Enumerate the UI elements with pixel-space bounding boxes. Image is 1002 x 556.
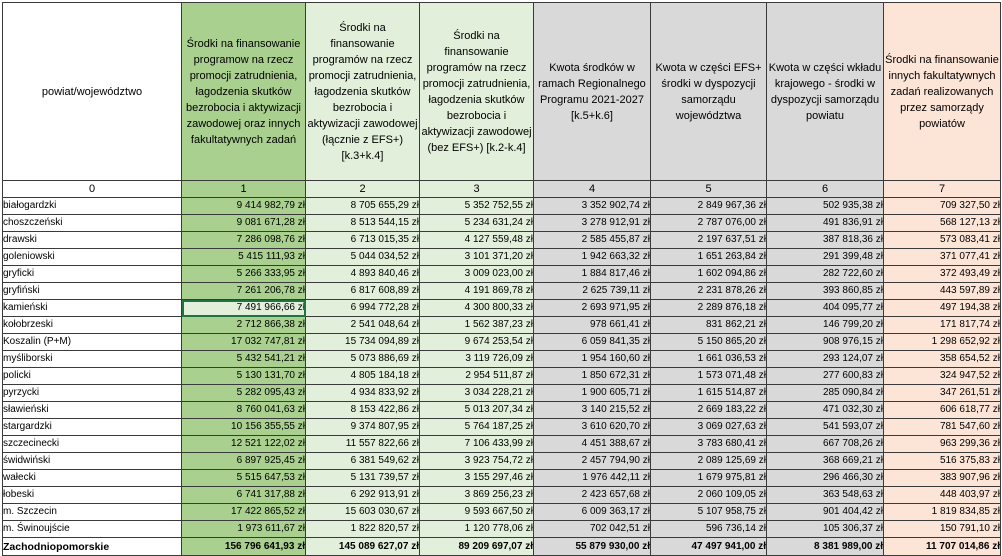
value-cell[interactable]: 606 618,77 zł (884, 402, 1001, 419)
value-cell[interactable]: 291 399,48 zł (767, 249, 884, 266)
value-cell[interactable]: 709 327,50 zł (884, 198, 1001, 215)
value-cell[interactable]: 293 124,07 zł (767, 351, 884, 368)
value-cell[interactable]: 702 042,51 zł (534, 521, 651, 538)
column-header[interactable]: Środki na finansowanie innych fakultatywnych zadań realizowanych przez samorządy powiatów (884, 3, 1001, 181)
value-cell[interactable]: 10 156 355,55 zł (182, 419, 306, 436)
selected-cell[interactable]: 7 491 966,66 zł (182, 300, 306, 317)
value-cell[interactable]: 5 073 886,69 zł (306, 351, 420, 368)
value-cell[interactable]: 3 610 620,70 zł (534, 419, 651, 436)
column-number-row (3, 181, 1001, 198)
value-cell[interactable]: 12 521 122,02 zł (182, 436, 306, 453)
value-cell[interactable]: 2 289 876,18 zł (651, 300, 767, 317)
value-cell[interactable]: 6 059 841,35 zł (534, 334, 651, 351)
value-cell[interactable]: 541 593,07 zł (767, 419, 884, 436)
row-name-cell[interactable]: szczecinecki (3, 436, 182, 453)
value-cell[interactable]: 443 597,89 zł (884, 283, 1001, 300)
column-number[interactable]: 4 (534, 181, 651, 198)
value-cell[interactable]: 324 947,52 zł (884, 368, 1001, 385)
value-cell[interactable]: 5 107 958,75 zł (651, 504, 767, 521)
value-cell[interactable]: 491 836,91 zł (767, 215, 884, 232)
value-cell[interactable]: 2 585 455,87 zł (534, 232, 651, 249)
total-row (3, 538, 1001, 556)
value-cell[interactable]: 5 013 207,34 zł (420, 402, 534, 419)
value-cell[interactable]: 1 954 160,60 zł (534, 351, 651, 368)
value-cell[interactable]: 2 231 878,26 zł (651, 283, 767, 300)
value-cell[interactable]: 6 292 913,91 zł (306, 487, 420, 504)
row-name-cell[interactable]: gryfiński (3, 283, 182, 300)
table-row (3, 215, 1001, 232)
value-cell[interactable]: 4 300 800,33 zł (420, 300, 534, 317)
value-cell[interactable]: 2 787 076,00 zł (651, 215, 767, 232)
value-cell[interactable]: 1 562 387,23 zł (420, 317, 534, 334)
column-number[interactable]: 7 (884, 181, 1001, 198)
value-cell[interactable]: 277 600,83 zł (767, 368, 884, 385)
column-number[interactable]: 5 (651, 181, 767, 198)
table-row (3, 266, 1001, 283)
column-number[interactable]: 1 (182, 181, 306, 198)
value-cell[interactable]: 404 095,77 zł (767, 300, 884, 317)
value-cell[interactable]: 5 234 631,24 zł (420, 215, 534, 232)
row-name-cell[interactable]: białogardzki (3, 198, 182, 215)
value-cell[interactable]: 1 679 975,81 zł (651, 470, 767, 487)
row-name-cell[interactable]: stargardzki (3, 419, 182, 436)
table-row (3, 283, 1001, 300)
total-value-cell[interactable]: 47 497 941,00 zł (651, 538, 767, 556)
value-cell[interactable]: 3 155 297,46 zł (420, 470, 534, 487)
value-cell[interactable]: 5 044 034,52 zł (306, 249, 420, 266)
value-cell[interactable]: 9 081 671,28 zł (182, 215, 306, 232)
total-name-cell[interactable]: Zachodniopomorskie (3, 538, 182, 556)
table-row (3, 453, 1001, 470)
value-cell[interactable]: 6 009 363,17 zł (534, 504, 651, 521)
value-cell[interactable]: 7 286 098,76 zł (182, 232, 306, 249)
value-cell[interactable]: 8 153 422,86 zł (306, 402, 420, 419)
value-cell[interactable]: 568 127,13 zł (884, 215, 1001, 232)
value-cell[interactable]: 383 907,96 zł (884, 470, 1001, 487)
value-cell[interactable]: 2 541 048,64 zł (306, 317, 420, 334)
value-cell[interactable]: 9 593 667,50 zł (420, 504, 534, 521)
value-cell[interactable]: 978 661,41 zł (534, 317, 651, 334)
value-cell[interactable]: 2 693 971,95 zł (534, 300, 651, 317)
table-row (3, 317, 1001, 334)
total-value-cell[interactable]: 145 089 627,07 zł (306, 538, 420, 556)
value-cell[interactable]: 5 415 111,93 zł (182, 249, 306, 266)
value-cell[interactable]: 3 034 228,21 zł (420, 385, 534, 402)
value-cell[interactable]: 372 493,49 zł (884, 266, 1001, 283)
value-cell[interactable]: 17 032 747,81 zł (182, 334, 306, 351)
table-row (3, 402, 1001, 419)
value-cell[interactable]: 1 661 036,53 zł (651, 351, 767, 368)
value-cell[interactable]: 3 009 023,00 zł (420, 266, 534, 283)
value-cell[interactable]: 3 783 680,41 zł (651, 436, 767, 453)
column-header[interactable]: Kwota środków w ramach Regionalnego Programu 2021-2027 [k.5+k.6] (534, 3, 651, 181)
table-row (3, 487, 1001, 504)
row-name-cell[interactable]: gryficki (3, 266, 182, 283)
row-name-cell[interactable]: myśliborski (3, 351, 182, 368)
value-cell[interactable]: 7 261 206,78 zł (182, 283, 306, 300)
table-row (3, 368, 1001, 385)
table-row (3, 521, 1001, 538)
value-cell[interactable]: 6 381 549,62 zł (306, 453, 420, 470)
value-cell[interactable]: 5 282 095,43 zł (182, 385, 306, 402)
value-cell[interactable]: 3 119 726,09 zł (420, 351, 534, 368)
value-cell[interactable]: 282 722,60 zł (767, 266, 884, 283)
value-cell[interactable]: 2 423 657,68 zł (534, 487, 651, 504)
value-cell[interactable]: 831 862,21 zł (651, 317, 767, 334)
row-name-cell[interactable]: świdwiński (3, 453, 182, 470)
column-header[interactable]: powiat/województwo (3, 3, 182, 181)
table-row (3, 300, 1001, 317)
row-name-cell[interactable]: policki (3, 368, 182, 385)
row-name-cell[interactable]: drawski (3, 232, 182, 249)
value-cell[interactable]: 6 897 925,45 zł (182, 453, 306, 470)
value-cell[interactable]: 15 734 094,89 zł (306, 334, 420, 351)
value-cell[interactable]: 4 191 869,78 zł (420, 283, 534, 300)
value-cell[interactable]: 448 403,97 zł (884, 487, 1001, 504)
value-cell[interactable]: 17 422 865,52 zł (182, 504, 306, 521)
table-row (3, 504, 1001, 521)
value-cell[interactable]: 1 120 778,06 zł (420, 521, 534, 538)
value-cell[interactable]: 3 278 912,91 zł (534, 215, 651, 232)
value-cell[interactable]: 4 127 559,48 zł (420, 232, 534, 249)
value-cell[interactable]: 573 083,41 zł (884, 232, 1001, 249)
value-cell[interactable]: 2 954 511,87 zł (420, 368, 534, 385)
value-cell[interactable]: 1 819 834,85 zł (884, 504, 1001, 521)
row-name-cell[interactable]: pyrzycki (3, 385, 182, 402)
row-name-cell[interactable]: sławieński (3, 402, 182, 419)
value-cell[interactable]: 8 705 655,29 zł (306, 198, 420, 215)
value-cell[interactable]: 371 077,41 zł (884, 249, 1001, 266)
column-header[interactable]: Środki na finansowanie programów na rzecz promocji zatrudnienia, łagodzenia skutków bezrobocia i aktywizacji zawodowej (bez EFS+) [k.2-k.4] (420, 3, 534, 181)
header-row (3, 3, 1001, 181)
table-row (3, 334, 1001, 351)
column-header[interactable]: Kwota w części wkładu krajowego - środki w dyspozycji samorządu powiatu (767, 3, 884, 181)
value-cell[interactable]: 6 713 015,35 zł (306, 232, 420, 249)
value-cell[interactable]: 5 432 541,21 zł (182, 351, 306, 368)
value-cell[interactable]: 9 414 982,79 zł (182, 198, 306, 215)
total-value-cell[interactable]: 8 381 989,00 zł (767, 538, 884, 556)
value-cell[interactable]: 3 923 754,72 zł (420, 453, 534, 470)
total-value-cell[interactable]: 55 879 930,00 zł (534, 538, 651, 556)
value-cell[interactable]: 2 089 125,69 zł (651, 453, 767, 470)
value-cell[interactable]: 497 194,38 zł (884, 300, 1001, 317)
row-name-cell[interactable]: m. Szczecin (3, 504, 182, 521)
value-cell[interactable]: 901 404,42 zł (767, 504, 884, 521)
row-name-cell[interactable]: m. Świnoujście (3, 521, 182, 538)
value-cell[interactable]: 1 942 663,32 zł (534, 249, 651, 266)
value-cell[interactable]: 363 548,63 zł (767, 487, 884, 504)
value-cell[interactable]: 5 266 333,95 zł (182, 266, 306, 283)
value-cell[interactable]: 2 060 109,05 zł (651, 487, 767, 504)
value-cell[interactable]: 368 669,21 zł (767, 453, 884, 470)
value-cell[interactable]: 150 791,10 zł (884, 521, 1001, 538)
total-value-cell[interactable]: 156 796 641,93 zł (182, 538, 306, 556)
value-cell[interactable]: 2 669 183,22 zł (651, 402, 767, 419)
value-cell[interactable]: 9 674 253,54 zł (420, 334, 534, 351)
value-cell[interactable]: 285 090,84 zł (767, 385, 884, 402)
value-cell[interactable]: 516 375,83 zł (884, 453, 1001, 470)
value-cell[interactable]: 8 760 041,63 zł (182, 402, 306, 419)
value-cell[interactable]: 1 884 817,46 zł (534, 266, 651, 283)
value-cell[interactable]: 2 849 967,36 zł (651, 198, 767, 215)
value-cell[interactable]: 7 106 433,99 zł (420, 436, 534, 453)
column-header[interactable]: Środki na finansowanie programow na rzecz promocji zatrudnienia, łagodzenia skutków bezrobocia i aktywizacji zawodowej oraz innych fakultatywnych zadań (182, 3, 306, 181)
value-cell[interactable]: 596 736,14 zł (651, 521, 767, 538)
value-cell[interactable]: 347 261,51 zł (884, 385, 1001, 402)
value-cell[interactable]: 2 457 794,90 zł (534, 453, 651, 470)
value-cell[interactable]: 1 573 071,48 zł (651, 368, 767, 385)
table-row (3, 436, 1001, 453)
value-cell[interactable]: 471 032,30 zł (767, 402, 884, 419)
value-cell[interactable]: 393 860,85 zł (767, 283, 884, 300)
value-cell[interactable]: 9 374 807,95 zł (306, 419, 420, 436)
column-header[interactable]: Środki na finansowanie programów na rzecz promocji zatrudnienia, łagodzenia skutków bezrobocia i aktywizacji zawodowej (łącznie z EFS+) [k.3+k.4] (306, 3, 420, 181)
table-row (3, 385, 1001, 402)
row-name-cell[interactable]: wałecki (3, 470, 182, 487)
value-cell[interactable]: 4 805 184,18 zł (306, 368, 420, 385)
row-name-cell[interactable]: kołobrzeski (3, 317, 182, 334)
value-cell[interactable]: 6 817 608,89 zł (306, 283, 420, 300)
value-cell[interactable]: 3 352 902,74 zł (534, 198, 651, 215)
table-row (3, 419, 1001, 436)
row-name-cell[interactable]: goleniowski (3, 249, 182, 266)
value-cell[interactable]: 3 101 371,20 zł (420, 249, 534, 266)
value-cell[interactable]: 2 712 866,38 zł (182, 317, 306, 334)
value-cell[interactable]: 3 869 256,23 zł (420, 487, 534, 504)
value-cell[interactable]: 5 515 647,53 zł (182, 470, 306, 487)
value-cell[interactable]: 908 976,15 zł (767, 334, 884, 351)
value-cell[interactable]: 4 451 388,67 zł (534, 436, 651, 453)
total-value-cell[interactable]: 11 707 014,86 zł (884, 538, 1001, 556)
value-cell[interactable]: 6 994 772,28 zł (306, 300, 420, 317)
table-row (3, 232, 1001, 249)
column-number[interactable]: 3 (420, 181, 534, 198)
value-cell[interactable]: 5 352 752,55 zł (420, 198, 534, 215)
value-cell[interactable]: 5 150 865,20 zł (651, 334, 767, 351)
value-cell[interactable]: 387 818,36 zł (767, 232, 884, 249)
row-name-cell[interactable]: łobeski (3, 487, 182, 504)
value-cell[interactable]: 296 466,30 zł (767, 470, 884, 487)
value-cell[interactable]: 1 973 611,67 zł (182, 521, 306, 538)
row-name-cell[interactable]: kamieński (3, 300, 182, 317)
value-cell[interactable]: 1 298 652,92 zł (884, 334, 1001, 351)
row-name-cell[interactable]: choszczeński (3, 215, 182, 232)
value-cell[interactable]: 963 299,36 zł (884, 436, 1001, 453)
value-cell[interactable]: 15 603 030,67 zł (306, 504, 420, 521)
data-table (2, 2, 1001, 556)
column-number[interactable]: 2 (306, 181, 420, 198)
value-cell[interactable]: 358 654,52 zł (884, 351, 1001, 368)
value-cell[interactable]: 4 934 833,92 zł (306, 385, 420, 402)
column-number[interactable]: 6 (767, 181, 884, 198)
value-cell[interactable]: 5 130 131,70 zł (182, 368, 306, 385)
value-cell[interactable]: 2 197 637,51 zł (651, 232, 767, 249)
value-cell[interactable]: 781 547,60 zł (884, 419, 1001, 436)
value-cell[interactable]: 1 651 263,84 zł (651, 249, 767, 266)
value-cell[interactable]: 5 131 739,57 zł (306, 470, 420, 487)
value-cell[interactable]: 8 513 544,15 zł (306, 215, 420, 232)
value-cell[interactable]: 11 557 822,66 zł (306, 436, 420, 453)
column-number[interactable]: 0 (3, 181, 182, 198)
value-cell[interactable]: 1 900 605,71 zł (534, 385, 651, 402)
value-cell[interactable]: 146 799,20 zł (767, 317, 884, 334)
row-name-cell[interactable]: Koszalin (P+M) (3, 334, 182, 351)
column-header[interactable]: Kwota w części EFS+ środki w dyspozycji samorządu województwa (651, 3, 767, 181)
value-cell[interactable]: 667 708,26 zł (767, 436, 884, 453)
value-cell[interactable]: 3 140 215,52 zł (534, 402, 651, 419)
value-cell[interactable]: 1 822 820,57 zł (306, 521, 420, 538)
value-cell[interactable]: 1 850 672,31 zł (534, 368, 651, 385)
value-cell[interactable]: 6 741 317,88 zł (182, 487, 306, 504)
table-row (3, 249, 1001, 266)
value-cell[interactable]: 105 306,37 zł (767, 521, 884, 538)
value-cell[interactable]: 4 893 840,46 zł (306, 266, 420, 283)
value-cell[interactable]: 3 069 027,63 zł (651, 419, 767, 436)
value-cell[interactable]: 171 817,74 zł (884, 317, 1001, 334)
value-cell[interactable]: 5 764 187,25 zł (420, 419, 534, 436)
value-cell[interactable]: 2 625 739,11 zł (534, 283, 651, 300)
table-row (3, 470, 1001, 487)
table-row (3, 198, 1001, 215)
value-cell[interactable]: 502 935,38 zł (767, 198, 884, 215)
value-cell[interactable]: 1 976 442,11 zł (534, 470, 651, 487)
table-row (3, 351, 1001, 368)
total-value-cell[interactable]: 89 209 697,07 zł (420, 538, 534, 556)
value-cell[interactable]: 1 602 094,86 zł (651, 266, 767, 283)
value-cell[interactable]: 1 615 514,87 zł (651, 385, 767, 402)
